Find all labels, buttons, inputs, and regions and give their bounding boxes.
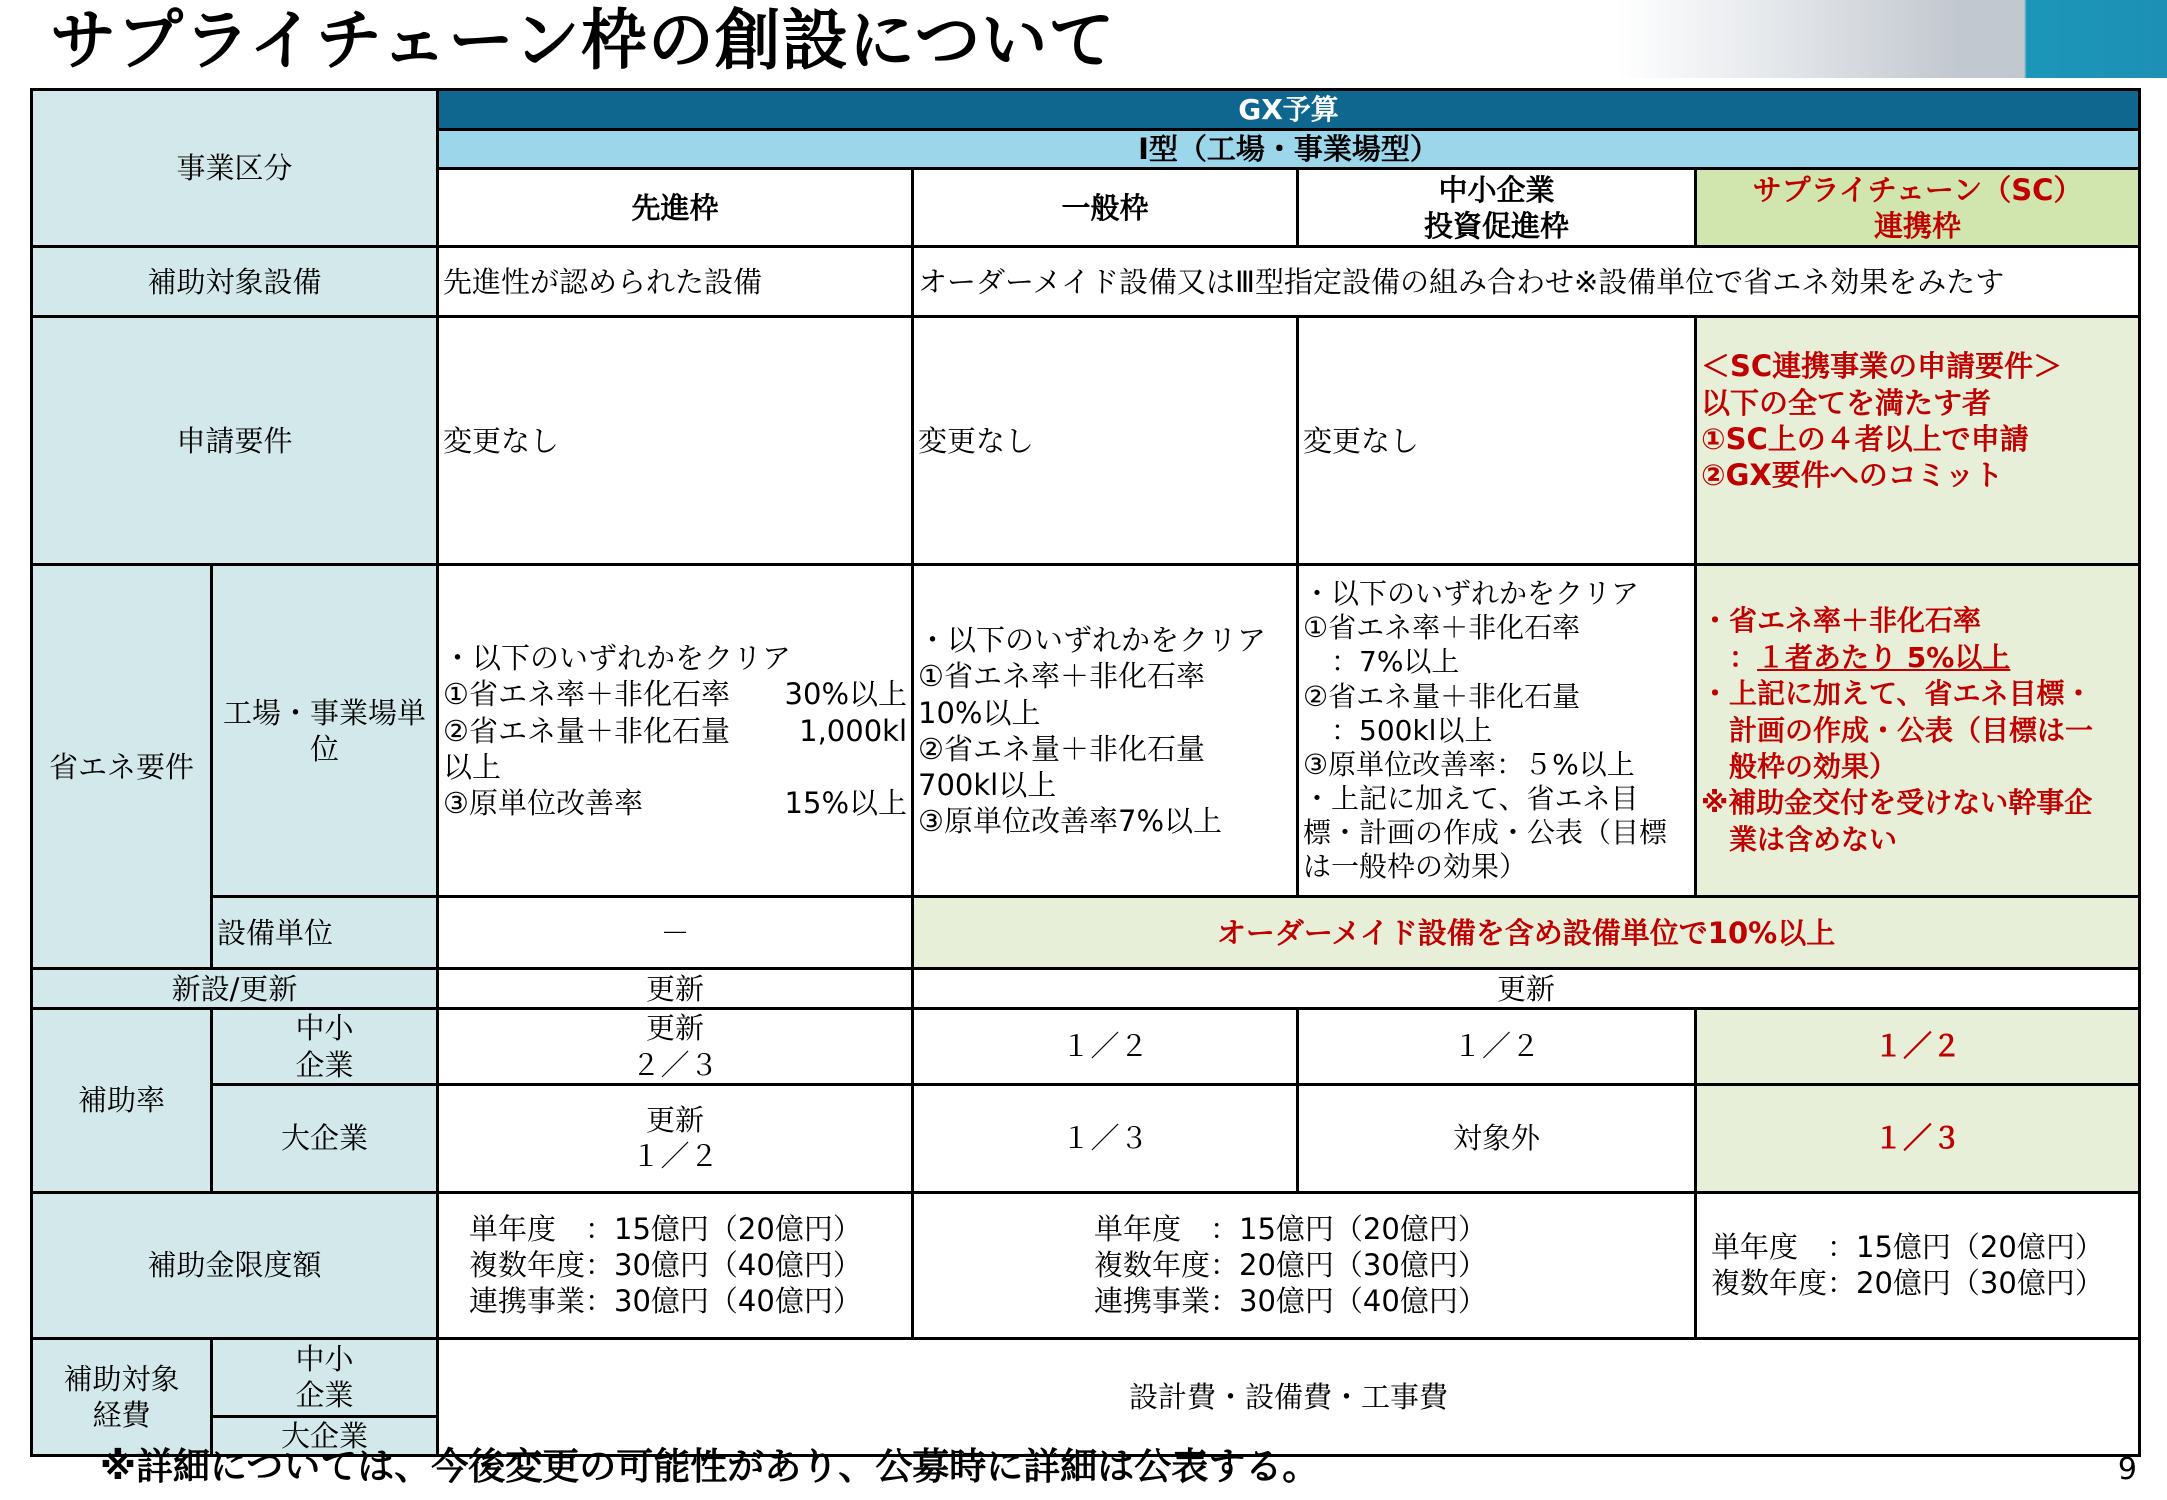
application-sc: ＜SC連携事業の申請要件＞ 以下の全てを満たす者 ①SC上の４者以上で申請 ②GX要件へのコミット xyxy=(1696,317,2140,565)
col-header-sme: 中小企業 投資促進枠 xyxy=(1298,169,1696,247)
energy-advanced-r2-value: 1,000kl xyxy=(799,713,908,748)
row-label-subsidy-rate: 補助率 xyxy=(32,1009,212,1193)
equipment-advanced: 先進性が認められた設備 xyxy=(438,247,913,317)
limit-advanced: 単年度 ：15億円（20億円） 複数年度：30億円（40億円） 連携事業：30億円（40億円） xyxy=(438,1192,913,1338)
energy-sc xyxy=(1696,565,2140,897)
header-type1: Ⅰ型（工場・事業場型） xyxy=(438,130,2140,169)
energy-advanced-r3-label: ③原単位改善率 xyxy=(443,786,644,821)
row-label-limit: 補助金限度額 xyxy=(32,1192,438,1338)
row-sublabel-rate-sme: 中小 企業 xyxy=(212,1009,438,1085)
energy-sc-line1: ・省エネ率＋非化石率 xyxy=(1701,604,1982,638)
row-label-equipment: 補助対象設備 xyxy=(32,247,438,317)
col-header-advanced: 先進枠 xyxy=(438,169,913,247)
energy-advanced-r1-value: 30%以上 xyxy=(784,677,908,712)
scheme-table xyxy=(30,88,2141,1457)
energy-sme: ・以下のいずれかをクリア ①省エネ率＋非化石率 ：7%以上 ②省エネ量＋非化石量 ：500kl以上 ③原単位改善率：５%以上 ・上記に加えて、省エネ目標・計画の作成・公表（目標は一般枠の効果） xyxy=(1298,565,1696,897)
row-sublabel-factory: 工場・事業場単位 xyxy=(212,565,438,897)
footnote: ※詳細については、今後変更の可能性があり、公募時に詳細は公表する。 xyxy=(100,1445,1320,1488)
energy-advanced-intro: ・以下のいずれかをクリア xyxy=(443,641,792,676)
energy-sc-line2 xyxy=(1701,640,2134,676)
equipment-unit-rest: オーダーメイド設備を含め設備単位で10%以上 xyxy=(913,897,2140,969)
rate-sme-advanced: 更新 ２／３ xyxy=(438,1009,913,1085)
energy-advanced-r2-label: ②省エネ量＋非化石量 xyxy=(443,713,731,748)
rate-sme-sc: １／２ xyxy=(1696,1009,2140,1085)
new-update-advanced: 更新 xyxy=(438,969,913,1009)
application-general: 変更なし xyxy=(913,317,1298,565)
row-sublabel-expenses-large: 大企業 xyxy=(212,1416,438,1455)
rate-large-general: １／３ xyxy=(913,1084,1298,1192)
row-sublabel-rate-large: 大企業 xyxy=(212,1084,438,1192)
limit-sc: 単年度 ：15億円（20億円） 複数年度：20億円（30億円） xyxy=(1696,1192,2140,1338)
energy-sc-per-company-threshold: １者あたり 5%以上 xyxy=(1757,640,2011,674)
rate-sme-sme: １／２ xyxy=(1298,1009,1696,1085)
row-label-new-update: 新設/更新 xyxy=(32,969,438,1009)
energy-advanced xyxy=(438,565,913,897)
header-business-category: 事業区分 xyxy=(32,90,438,247)
application-sme: 変更なし xyxy=(1298,317,1696,565)
page-number: 9 xyxy=(2117,1452,2137,1487)
row-label-expenses: 補助対象 経費 xyxy=(32,1338,212,1455)
application-advanced: 変更なし xyxy=(438,317,913,565)
new-update-rest: 更新 xyxy=(913,969,2140,1009)
equipment-unit-advanced: － xyxy=(438,897,913,969)
page-title: サプライチェーン枠の創設について xyxy=(50,2,1116,79)
energy-general: ・以下のいずれかをクリア ①省エネ率＋非化石率 10%以上 ②省エネ量＋非化石量 700kl以上 ③原単位改善率7%以上 xyxy=(913,565,1298,897)
energy-sc-line4: ※補助金交付を受けない幹事企 業は含めない xyxy=(1701,786,2093,856)
header-gx-budget: GX予算 xyxy=(438,90,2140,130)
decorative-corner-bar xyxy=(1617,0,2167,78)
col-header-general: 一般枠 xyxy=(913,169,1298,247)
limit-general-sme: 単年度 ：15億円（20億円） 複数年度：20億円（30億円） 連携事業：30億円（40億円） xyxy=(913,1192,1696,1338)
row-sublabel-expenses-sme: 中小 企業 xyxy=(212,1338,438,1416)
rate-large-advanced: 更新 １／２ xyxy=(438,1084,913,1192)
col-header-sc: サプライチェーン（SC） 連携枠 xyxy=(1696,169,2140,247)
energy-advanced-r1-label: ①省エネ率＋非化石率 xyxy=(443,677,731,712)
row-sublabel-equipment-unit: 設備単位 xyxy=(212,897,438,969)
expenses-value: 設計費・設備費・工事費 xyxy=(438,1338,2140,1455)
rate-large-sme: 対象外 xyxy=(1298,1084,1696,1192)
energy-advanced-r2-cont: 以上 xyxy=(443,749,502,784)
energy-sc-line3: ・上記に加えて、省エネ目標・ 計画の作成・公表（目標は一 般枠の効果） xyxy=(1701,677,2094,783)
row-label-application: 申請要件 xyxy=(32,317,438,565)
equipment-rest: オーダーメイド設備又はⅢ型指定設備の組み合わせ※設備単位で省エネ効果をみたす xyxy=(913,247,2140,317)
row-label-energy: 省エネ要件 xyxy=(32,565,212,969)
energy-advanced-r3-value: 15%以上 xyxy=(784,786,908,821)
rate-large-sc: １／３ xyxy=(1696,1084,2140,1192)
rate-sme-general: １／２ xyxy=(913,1009,1298,1085)
energy-sc-line2-prefix: ： xyxy=(1701,640,1758,674)
